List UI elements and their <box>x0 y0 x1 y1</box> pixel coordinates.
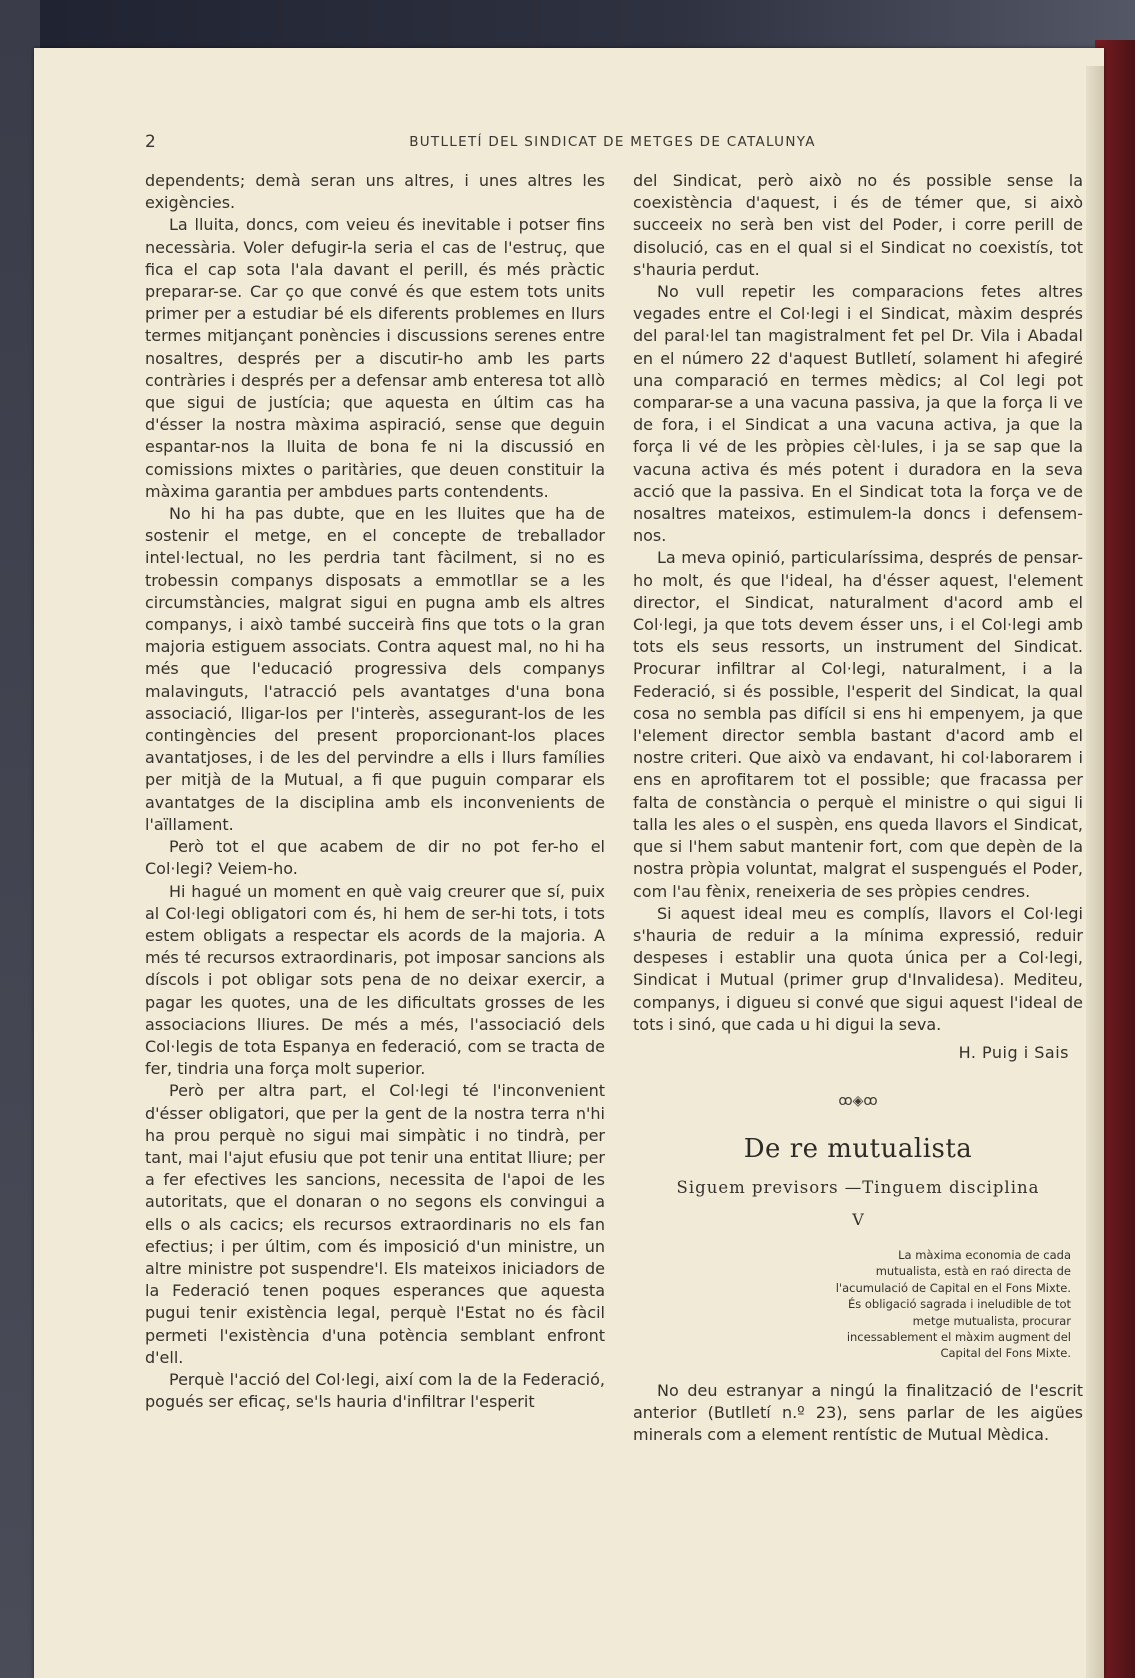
section-subtitle: Siguem previsors —Tinguem disciplina <box>676 1177 1040 1197</box>
right-column <box>633 170 1083 1446</box>
paragraph: No hi ha pas dubte, que en les lluites que ha de sostenir el metge, en el concepte de treballador intel·lectual, no les perdria tant fàcilment, si no es trobessin companys disposats a emmotllar se a les circumstàncies, malgrat sigui en pugna amb els altres companys, i això també succeirà fins que tots o la gran majoria estiguem associats. Contra aquest mal, no hi ha més que l'educació progressiva dels companys malavinguts, l'atracció pels avantatges d'una bona associació, lligar-los per l'interès, assegurant-los de les contingències del present proporcionant-los places avantatjoses, i de les del pervindre a ells i llurs famílies per mitjà de la Mutual, a fi que puguin comparar els avantatges de la disciplina amb els inconvenients de l'aïllament. <box>145 504 605 834</box>
page-number: 2 <box>145 132 156 152</box>
paragraph: La lluita, doncs, com veieu és inevitable i potser fins necessària. Voler defugir-la seria el cas de l'estruç, que fica el cap sota l'ala davant el perill, és més pràctic preparar-se. Car ço que convé és que estem tots units primer per a estudiar bé els diferents problemes en llurs termes mitjançant ponències i discussions serenes entre nosaltres, després per a discutir-ho amb les parts contràries i després per a defensar amb enteresa tot allò que sigui de justícia; que aquesta en últim cas ha d'ésser la nostra màxima aspiració, sense que deguin espantar-nos la lluita de bona fe ni la discussió en comissions mixtes o paritàries, que deuen constituir la màxima garantia per ambdues parts contendents. <box>145 215 605 501</box>
paragraph: Hi hagué un moment en què vaig creurer que sí, puix al Col·legi obligatori com és, hi hem de ser-hi tots, i tots estem obligats a respectar els acords de la majoria. A més té recursos extraordinaris, pot imposar sancions als díscols i pot obligar sots pena de no deixar exercir, a pagar les quotes, una de les dificultats grosses de les associacions lliures. De més a més, l'associació dels Col·legis de tota Espanya en federació, com se tracta de fer, tindria una força molt superior. <box>145 881 605 1079</box>
page-header <box>145 132 1080 154</box>
paragraph: dependents; demà seran uns altres, i unes altres les exigències. <box>145 171 605 213</box>
section-title: De re mutualista <box>743 1134 973 1165</box>
epigraph-line: La màxima economia de cada mutualista, està en raó directa de l'acumulació de Capital en el Fons Mixte. <box>835 1247 1071 1295</box>
epigraph-line: És obligació sagrada i ineludible de tot metge mutualista, procurar incessablement el màxim augment del Capital del Fons Mixte. <box>846 1297 1071 1361</box>
paragraph: No vull repetir les comparacions fetes altres vegades entre el Col·legi i el Sindicat, màxim després del paral·lel tan magistralment fet pel Dr. Vila i Abadal en el número 22 d'aquest Butlletí, solament hi afegiré una comparació en termes mèdics; al Col legi pot comparar-se a una vacuna passiva, ja que la força li ve de fora, i el Sindicat a una vacuna activa, ja que la força li vé de les pròpies cèl·lules, i ja se sap que la vacuna activa és més potent i duradora en la seva acció que la passiva. En el Sindicat tota la força ve de nosaltres mateixos, estimulem-la doncs i defensem-nos. <box>633 282 1083 546</box>
paragraph: del Sindicat, però això no és possible sense la coexistència d'aquest, i és de témer que, si això succeeix no serà ben vist del Poder, i corre perill de disolució, cas en el qual si el Sindicat no coexistís, tot s'hauria perdut. <box>633 171 1083 279</box>
paragraph: Perquè l'acció del Col·legi, així com la de la Federació, pogués ser eficaç, se'ls hauria d'infiltrar l'esperit <box>145 1369 605 1412</box>
page-curl-shadow <box>1086 66 1104 1678</box>
left-column <box>145 170 605 1413</box>
running-title: BUTLLETÍ DEL SINDICAT DE METGES DE CATALUNYA <box>409 134 816 150</box>
paragraph: Però tot el que acabem de dir no pot fer-ho el Col·legi? Veiem-ho. <box>145 837 605 879</box>
paragraph: No deu estranyar a ningú la finalització de l'escrit anterior (Butlletí n.º 23), sens parlar de les aigües minerals com a element rentístic de Mutual Mèdica. <box>633 1380 1083 1445</box>
paragraph: La meva opinió, particularíssima, després de pensar-ho molt, és que l'ideal, ha d'ésser aquest, l'element director, el Sindicat, naturalment d'acord amb el Col·legi, ja que tots devem ésser uns, i el Col·legi amb tots els seus ressorts, un instrument del Sindicat. Procurar infiltrar al Col·legi, naturalment, i a la Federació, si és possible, l'esperit del Sindicat, la qual cosa no sembla pas difícil si ens hi empenyem, ja que l'element director sembla bastant d'acord amb el nostre criteri. Que això va endavant, hi col·laborarem i ens en aprofitarem tot el possible; que fracassa per falta de constància o perquè el ministre o qui sigui li talla les ales o el suspèn, ens queda llavors el Sindicat, que si l'hem sabut mantenir fort, com que depèn de la nostra pròpia voluntat, malgrat el suspengués el Poder, com l'au fènix, reneixeria de ses pròpies cendres. <box>633 548 1083 901</box>
paragraph: Però per altra part, el Col·legi té l'inconvenient d'ésser obligatori, que per la gent de la nostra terra n'hi ha prou perquè no sigui mai simpàtic i no tindrà, per tant, mai l'ajut efusiu que pot tenir una entitat lliure; per a fer efectives les sancions, necessita de l'apoi de les autoritats, que el donaran o no segons els convingui a ells o als cacics; els recursos extraordinaris no els fan efectius; i per últim, com és imposició d'un ministre, un altre ministre pot suspendre'l. Els mateixos iniciadors de la Federació tenen poques esperances que aquesta pugui tenir existència legal, perquè l'Estat no és fàcil permeti l'existència d'una potència semblant enfront d'ell. <box>145 1081 605 1367</box>
author-signature: H. Puig i Sais <box>958 1042 1069 1062</box>
epigraph <box>833 1247 1071 1362</box>
ornament-divider: ꝏ◈ꝏ <box>838 1093 878 1110</box>
paragraph: Si aquest ideal meu es complís, llavors el Col·legi s'hauria de reduir a la mínima expressió, reduir despeses i establir una quota única per a Col·legi, Sindicat i Mutual (primer grup d'Invalidesa). Mediteu, companys, i digueu si convé que sigui aquest l'ideal de tots i sinó, que cada u hi digui la seva. <box>633 903 1083 1034</box>
section-part-number: V <box>852 1209 864 1229</box>
